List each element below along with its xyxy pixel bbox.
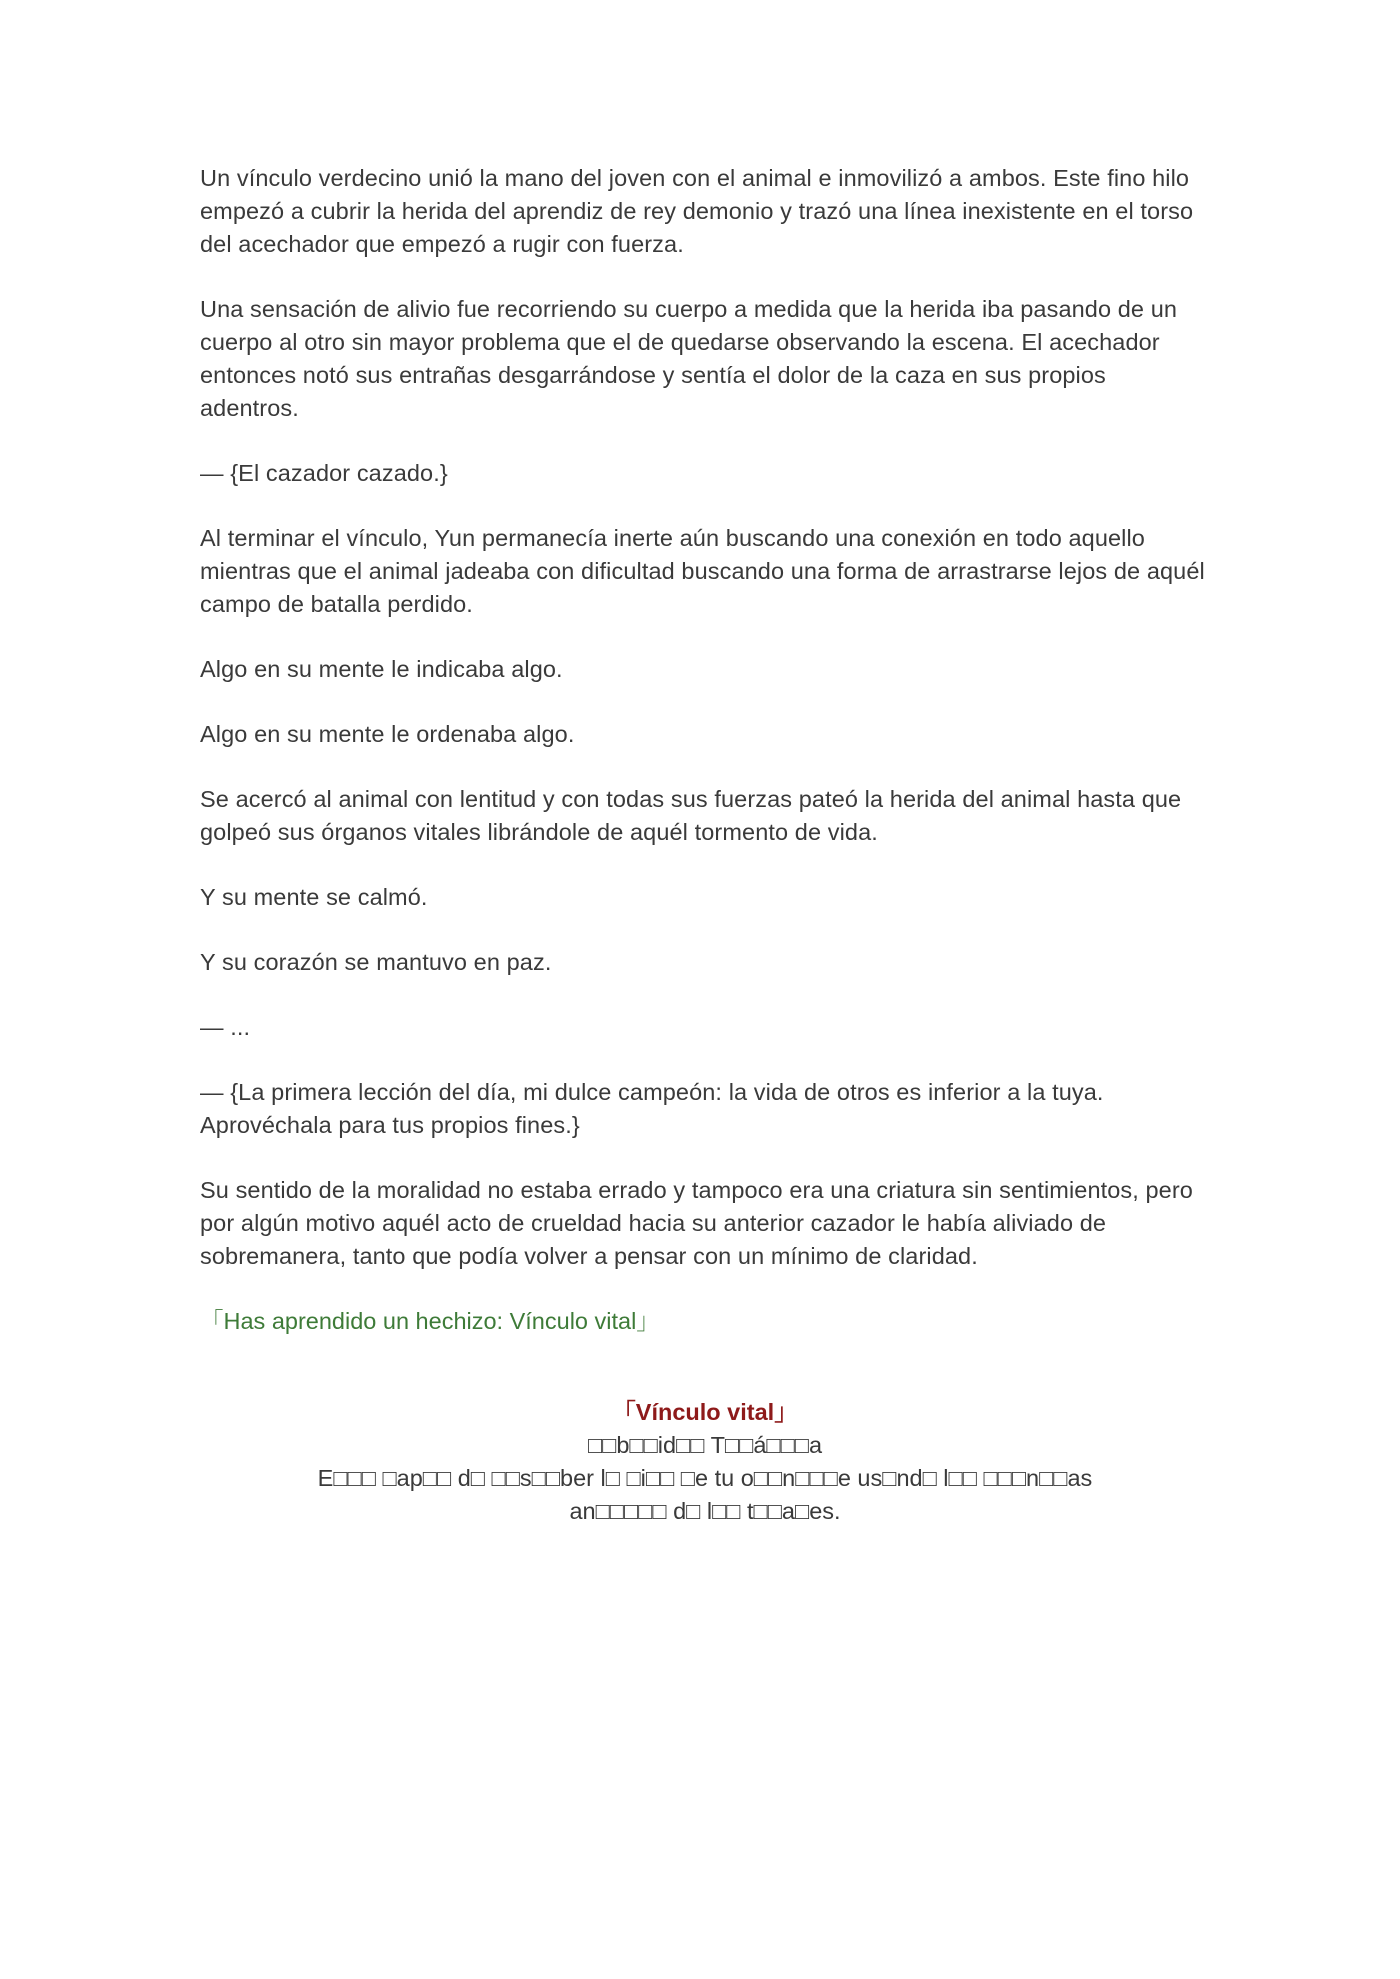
paragraph-3: Al terminar el vínculo, Yun permanecía inerte aún buscando una conexión en todo aquello mientras que el animal jadeaba con dificultad buscando una forma de arrastrarse lejos de aquél campo de batalla perdido. [200,525,1205,617]
system-message: 「Has aprendido un hechizo: Vínculo vital」 [200,1308,660,1334]
document-page [200,162,1210,1528]
paragraph-5: Algo en su mente le ordenaba algo. [200,721,575,747]
paragraph-6: Se acercó al animal con lentitud y con todas sus fuerzas pateó la herida del animal hasta que golpeó sus órganos vitales librándole de aquél tormento de vida. [200,786,1182,845]
paragraph-4: Algo en su mente le indicaba algo. [200,656,563,682]
spell-description-line-2: an□□□□□ d□ l□□ t□□a□es. [569,1498,841,1524]
paragraph-7: Y su mente se calmó. [200,884,428,910]
spell-card [200,1396,1210,1528]
paragraph-9: Su sentido de la moralidad no estaba errado y tampoco era una criatura sin sentimientos, pero por algún motivo aquél acto de crueldad hacia su anterior cazador le había aliviado de sobremanera, tanto que podía volver a pensar con un mínimo de claridad. [200,1177,1193,1269]
dialogue-1: — {El cazador cazado.} [200,460,448,486]
dialogue-3: — {La primera lección del día, mi dulce campeón: la vida de otros es inferior a la tuya. Aprovéchala para tus propios fines.} [200,1079,1104,1138]
spell-rarity: □□b□□id□□ T□□á□□□a [587,1432,823,1458]
paragraph-1: Un vínculo verdecino unió la mano del joven con el animal e inmovilizó a ambos. Este fino hilo empezó a cubrir la herida del aprendiz de rey demonio y trazó una línea inexistente en el torso del acechador que empezó a rugir con fuerza. [200,165,1194,257]
spell-title: 「Vínculo vital」 [612,1399,798,1425]
paragraph-2: Una sensación de alivio fue recorriendo su cuerpo a medida que la herida iba pasando de un cuerpo al otro sin mayor problema que el de quedarse observando la escena. El acechador entonces notó sus entrañas desgarrándose y sentía el dolor de la caza en sus propios adentros. [200,296,1178,421]
spell-description-line-1: E□□□ □ap□□ d□ □□s□□ber l□ □i□□ □e tu o□□n□□□e us□nd□ l□□ □□□n□□as [317,1465,1093,1491]
dialogue-2: — ... [200,1014,251,1040]
paragraph-8: Y su corazón se mantuvo en paz. [200,949,552,975]
